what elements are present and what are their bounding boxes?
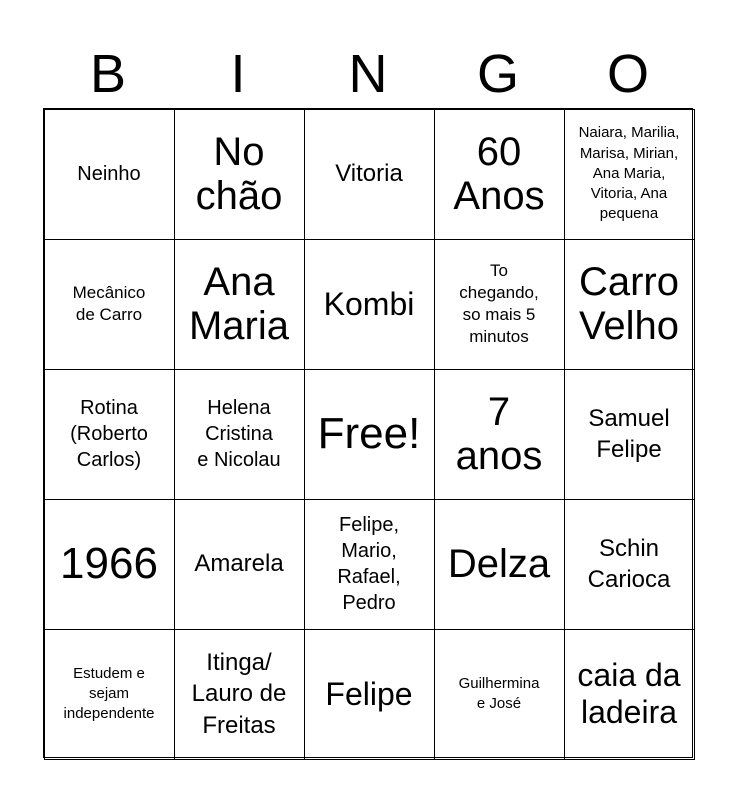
bingo-cell[interactable]: Delza bbox=[434, 499, 565, 630]
bingo-cell[interactable]: Neinho bbox=[44, 109, 175, 240]
bingo-cell[interactable]: Estudem e sejam independente bbox=[44, 629, 175, 760]
bingo-cell[interactable]: Amarela bbox=[174, 499, 305, 630]
bingo-cell[interactable]: Vitoria bbox=[304, 109, 435, 240]
header-letter-n: N bbox=[348, 44, 388, 104]
header-letter-b: B bbox=[89, 44, 127, 104]
bingo-cell[interactable]: No chão bbox=[174, 109, 305, 240]
bingo-cell[interactable]: Felipe, Mario, Rafael, Pedro bbox=[304, 499, 435, 630]
bingo-cell[interactable]: Helena Cristina e Nicolau bbox=[174, 369, 305, 500]
bingo-cell[interactable]: Itinga/ Lauro de Freitas bbox=[174, 629, 305, 760]
bingo-cell[interactable]: Carro Velho bbox=[564, 239, 695, 370]
bingo-cell[interactable]: Naiara, Marilia, Marisa, Mirian, Ana Maria, Vitoria, Ana pequena bbox=[564, 109, 695, 240]
bingo-cell[interactable]: Schin Carioca bbox=[564, 499, 695, 630]
bingo-cell[interactable]: To chegando, so mais 5 minutos bbox=[434, 239, 565, 370]
header-letter-i: I bbox=[230, 44, 246, 104]
bingo-cell[interactable]: caia da ladeira bbox=[564, 629, 695, 760]
bingo-cell[interactable]: Ana Maria bbox=[174, 239, 305, 370]
bingo-cell[interactable]: Mecânico de Carro bbox=[44, 239, 175, 370]
bingo-cell[interactable]: 7 anos bbox=[434, 369, 565, 500]
bingo-header bbox=[43, 40, 693, 108]
bingo-cell[interactable]: 60 Anos bbox=[434, 109, 565, 240]
bingo-cell[interactable]: Guilhermina e José bbox=[434, 629, 565, 760]
bingo-cell[interactable]: Kombi bbox=[304, 239, 435, 370]
bingo-cell[interactable]: Rotina (Roberto Carlos) bbox=[44, 369, 175, 500]
header-letter-g: G bbox=[476, 44, 519, 104]
bingo-grid bbox=[43, 108, 693, 758]
bingo-cell[interactable]: 1966 bbox=[44, 499, 175, 630]
bingo-cell[interactable]: Samuel Felipe bbox=[564, 369, 695, 500]
free-space-cell[interactable]: Free! bbox=[304, 369, 435, 500]
bingo-cell[interactable]: Felipe bbox=[304, 629, 435, 760]
header-letter-o: O bbox=[606, 44, 649, 104]
